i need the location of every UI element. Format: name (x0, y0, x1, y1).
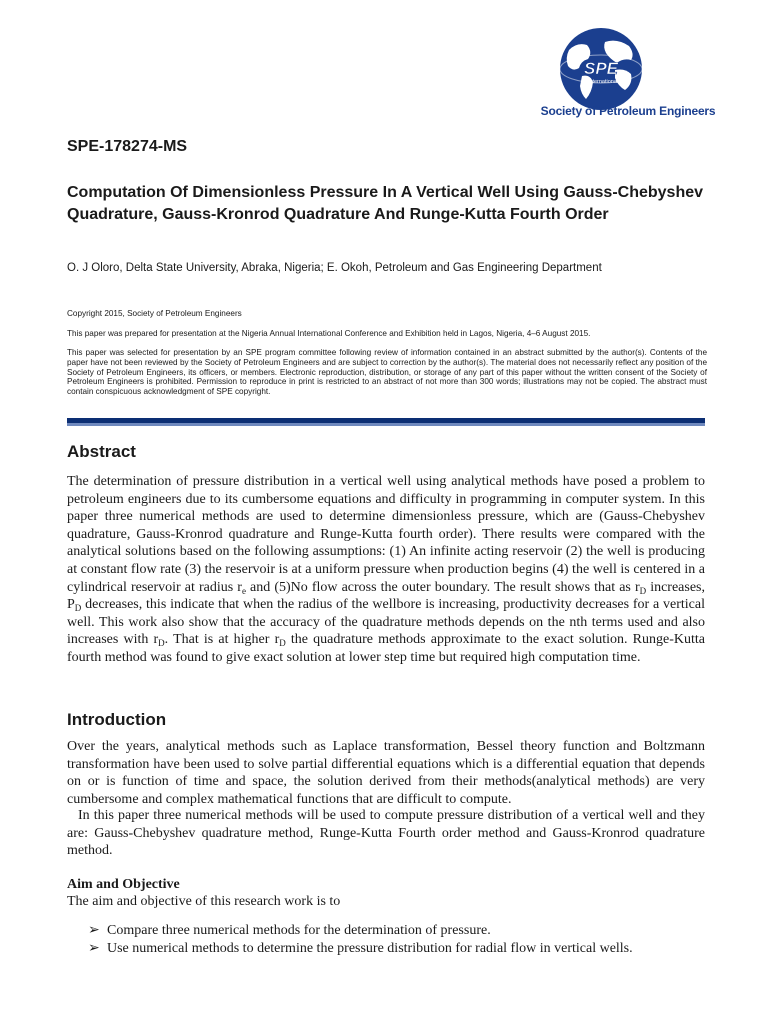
logo-subtext: International (587, 79, 619, 85)
abstract-heading: Abstract (67, 442, 136, 461)
abstract-text: The determination of pressure distribution in a vertical well using analytical methods have posed a problem to petroleum engineers due to its cumbersome equations and difficulty in programming in computer system. In this paper three numerical methods are used to determine dimensionless pressure, which are (Gauss-Chebyshev quadrature, Gauss-Kronrod quadrature and Runge-Kutta fourth order). There results were compared with the analytical solutions based on the following assumptions: (1) An infinite acting reservoir (2) the well is producing at constant flow rate (3) the reservoir is at a uniform pressure when production begins (4) the well is centered in a cylindrical reservoir at radius $r_e$ and (5)No flow across the outer boundary. The result shows that as $r_D$ increases, $P_D$ decreases, this indicate that when the radius of the wellbore is increasing, productivity decreases for a vertical well. This work also show that the accuracy of the quadrature methods depends on the nth terms used and also increases with $r_D$. That is at higher $r_D$ the quadrature methods approximate to the exact solution. Runge-Kutta fourth method was found to give exact solution at lower step time but required high computation time. (67, 474, 705, 665)
copyright-notice: This paper was selected for presentation by an SPE program committee following review of information contained in an abstract submitted by the author(s). Contents of the paper have not been reviewed by the Society of Petroleum Engineers and are subject to correction by the author(s). The material does not necessarily reflect any position of the Society of Petroleum Engineers, its officers, or members. Electronic reproduction, distribution, or storage of any part of this paper without the written consent of the Society of Petroleum Engineers is prohibited. Permission to reproduce in print is restricted to an abstract of not more than 300 words; illustrations may not be copied. The abstract must contain conspicuous acknowledgment of SPE copyright. (67, 348, 707, 397)
arrow-bullet-icon: ➢ (88, 923, 100, 938)
copyright-line: Copyright 2015, Society of Petroleum Engineers (67, 309, 242, 318)
arrow-bullet-icon: ➢ (88, 941, 100, 956)
introduction-paragraph-2: In this paper three numerical methods will be used to compute pressure distribution of a vertical well and they are: Gauss-Chebyshev quadrature method, Runge-Kutta Fourth order method and Gauss-Kronrod quadrature method. (67, 808, 705, 859)
header-divider (67, 418, 705, 426)
list-item: ➢ Use numerical methods to determine the pressure distribution for radial flow in vertical wells. (88, 941, 633, 956)
authors: O. J Oloro, Delta State University, Abraka, Nigeria; E. Okoh, Petroleum and Gas Engineering Department (67, 262, 602, 274)
introduction-heading: Introduction (67, 710, 167, 729)
introduction-paragraph-1: Over the years, analytical methods such as Laplace transformation, Bessel theory function and Boltzmann transformation have been used to solve partial differential equations which is a differential equation that depends on or is function of time and space, the solution derived from their methods(analytical methods) are very cumbersome and complex mathematical functions that are difficult to compute. (67, 739, 705, 807)
objectives-list (88, 922, 633, 958)
presentation-note: This paper was prepared for presentation at the Nigeria Annual International Conference and Exhibition held in Lagos, Nigeria, 4–6 August 2015. (67, 329, 591, 338)
list-item: ➢ Compare three numerical methods for the determination of pressure. (88, 923, 491, 938)
paper-title: Computation Of Dimensionless Pressure In A Vertical Well Using Gauss-Chebyshev Quadrature, Gauss-Kronrod Quadrature And Runge-Kutta Fourth Order (67, 184, 704, 223)
globe-icon (543, 28, 721, 112)
logo-text: SPE (583, 59, 619, 78)
logo-caption: Society of Petroleum Engineers (540, 104, 716, 118)
aim-lead-text: The aim and objective of this research work is to (67, 894, 341, 909)
aim-subheading: Aim and Objective (67, 877, 180, 892)
paper-id: SPE-178274-MS (67, 138, 188, 155)
